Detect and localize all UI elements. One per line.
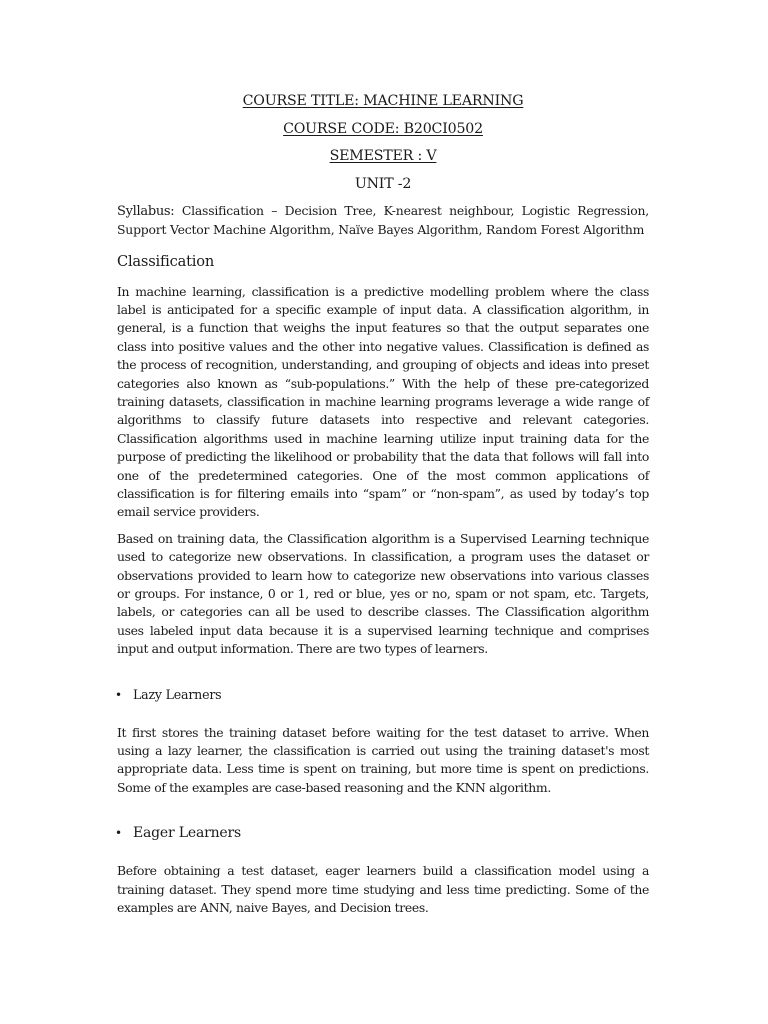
document-page	[117, 92, 649, 917]
semester: SEMESTER : V	[329, 148, 437, 164]
lazy-learners-heading: Lazy Learners	[133, 686, 222, 702]
eager-learners-bullet	[115, 824, 649, 842]
syllabus-text: Classification – Decision Tree, K-nearest neighbour, Logistic Regression, Support Vector Machine Algorithm, Naïve Bayes Algorithm, Random Forest Algorithm	[117, 202, 649, 237]
syllabus	[117, 202, 649, 240]
classification-paragraph-1: In machine learning, classification is a predictive modelling problem where the class label is anticipated for a specific example of input data. A classification algorithm, in general, is a function that weighs the input features so that the output separates one class into positive values and the other into negative values. Classification is defined as the process of recognition, understanding, and grouping of objects and ideas into preset categories also known as “sub-populations.” With the help of these pre-categorized training datasets, classification in machine learning programs leverage a wide range of algorithms to classify future datasets into respective and relevant categories. Classification algorithms used in machine learning utilize input training data for the purpose of predicting the likelihood or probability that the data that follows will fall into one of the predetermined categories. One of the most common applications of classification is for filtering emails into “spam” or “non-spam”, as used by today’s top email service providers.	[117, 283, 649, 520]
classification-heading: Classification	[117, 252, 215, 270]
lazy-learners-text: It first stores the training dataset before waiting for the test dataset to arrive. When using a lazy learner, the classification is carried out using the training dataset's most appropriate data. Less time is spent on training, but more time is spent on predictions. Some of the examples are case-based reasoning and the KNN algorithm.	[117, 724, 649, 795]
unit-heading: UNIT -2	[354, 175, 412, 192]
bullet-icon: •	[115, 687, 122, 702]
lazy-learners-bullet	[115, 686, 649, 704]
syllabus-label: Syllabus:	[117, 203, 175, 219]
course-code: COURSE CODE: B20CI0502	[283, 120, 483, 137]
bullet-icon: •	[115, 826, 122, 841]
eager-learners-text: Before obtaining a test dataset, eager learners build a classification model using a training dataset. They spend more time studying and less time predicting. Some of the examples are ANN, naive Bayes, and Decision trees.	[117, 863, 649, 916]
eager-learners-heading: Eager Learners	[133, 825, 241, 842]
classification-paragraph-2: Based on training data, the Classification algorithm is a Supervised Learning technique used to categorize new observations. In classification, a program uses the dataset or observations provided to learn how to categorize new observations into various classes or groups. For instance, 0 or 1, red or blue, yes or no, spam or not spam, etc. Targets, labels, or categories can all be used to describe classes. The Classification algorithm uses labeled input data because it is a supervised learning technique and comprises input and output information. There are two types of learners.	[117, 530, 649, 657]
course-title: COURSE TITLE: MACHINE LEARNING	[242, 93, 524, 109]
